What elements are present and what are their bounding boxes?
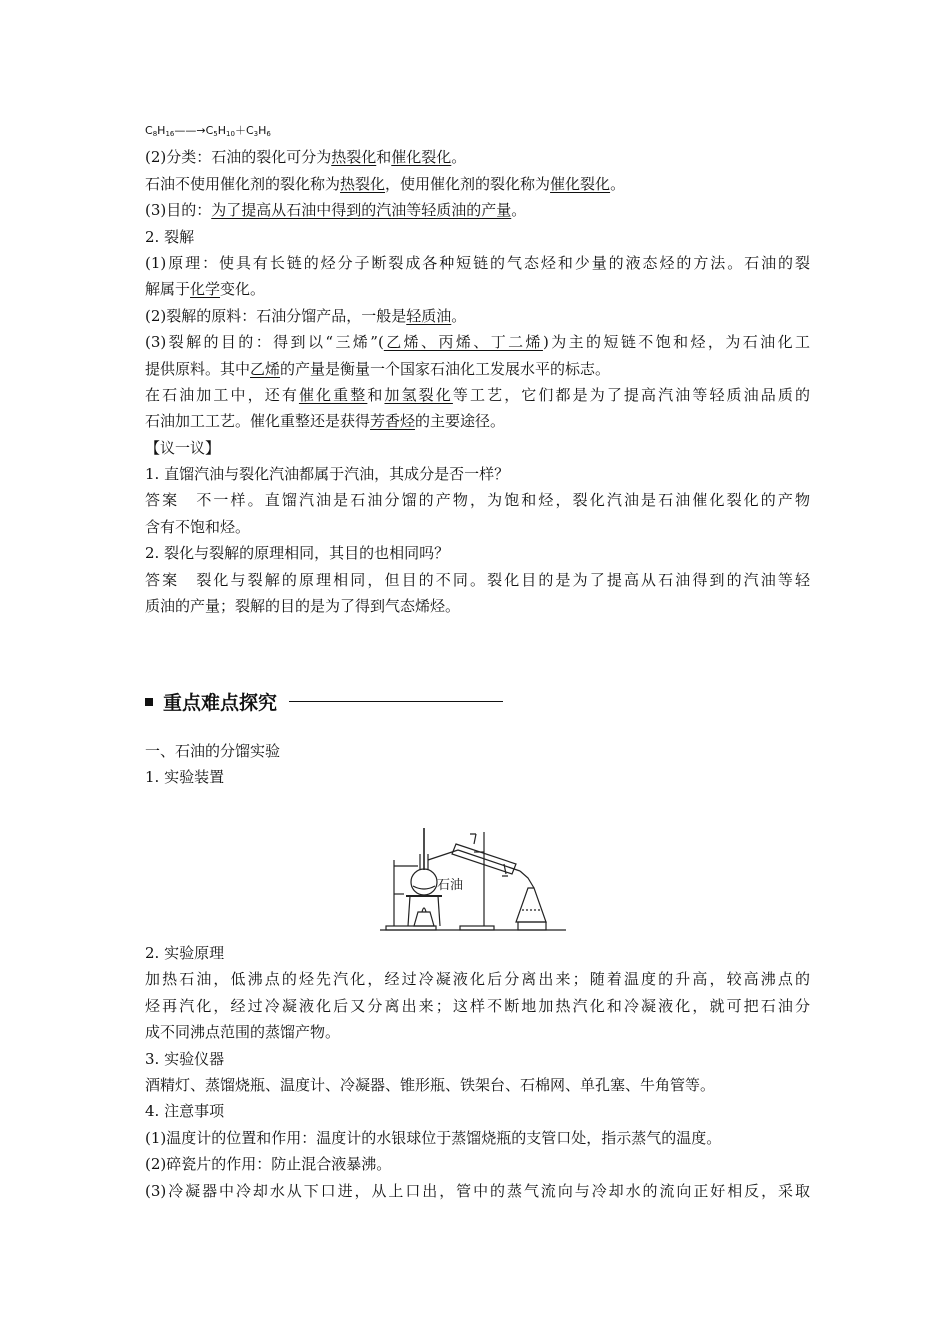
answer-2-line1: 答案 裂化与裂解的原理相同，但目的不同。裂化目的是为了提高从石油得到的汽油等轻 — [145, 570, 810, 589]
processing-line2: 石油加工工艺。催化重整还是获得芳香烃的主要途径。 — [145, 412, 506, 431]
cracking-equation: $C_8H_{16}——\to C_5H_{10}+C_3H_6$ — [145, 124, 271, 138]
principle-line3: 成不同沸点范围的蒸馏产物。 — [145, 1023, 341, 1042]
answer-1-line2: 含有不饱和烃。 — [145, 517, 251, 536]
experiment-title: 一、石油的分馏实验 — [145, 742, 281, 760]
section-rule — [289, 701, 503, 703]
principle-line2: 烃再汽化，经过冷凝液化后又分离出来；这样不断地加热汽化和冷凝液化，就可把石油分 — [145, 996, 810, 1015]
question-1: 1. 直馏汽油与裂化汽油都属于汽油，其成分是否一样？ — [145, 465, 510, 484]
section-title: 重点难点探究 — [163, 692, 278, 714]
instruments-list: 酒精灯、蒸馏烧瓶、温度计、冷凝器、锥形瓶、铁架台、石棉网、单孔塞、牛角管等。 — [145, 1075, 716, 1094]
cracking-purpose: (3)目的：为了提高从石油中得到的汽油等轻质油的产量。 — [145, 201, 527, 220]
question-2: 2. 裂化与裂解的原理相同，其目的也相同吗？ — [145, 544, 450, 563]
principle-heading: 2. 实验原理 — [145, 944, 225, 962]
discuss-heading: 【议一议】 — [145, 438, 221, 457]
pyrolysis-principle-line1: (1)原理：使具有长链的烃分子断裂成各种短链的气态烃和少量的液态烃的方法。石油的裂 — [145, 253, 810, 272]
pyrolysis-purpose-line1: (3)裂解的目的：得到以“三烯”(乙烯、丙烯、丁二烯)为主的短链不饱和烃，为石油化工 — [145, 333, 810, 352]
principle-line1: 加热石油，低沸点的烃先汽化，经过冷凝液化后分离出来；随着温度的升高，较高沸点的 — [145, 970, 810, 989]
notes-heading: 4. 注意事项 — [145, 1102, 225, 1121]
pyrolysis-purpose-line2: 提供原料。其中乙烯的产量是衡量一个国家石油化工发展水平的标志。 — [145, 359, 611, 378]
upper-text — [145, 118, 810, 619]
cracking-definition: 石油不使用催化剂的裂化称为热裂化，使用催化剂的裂化称为催化裂化。 — [145, 174, 626, 193]
experiment-device-heading: 1. 实验装置 — [145, 768, 225, 787]
experiment-intro — [145, 738, 810, 791]
note-1: (1)温度计的位置和作用：温度计的水银球位于蒸馏烧瓶的支管口处，指示蒸气的温度。 — [145, 1128, 722, 1147]
processing-line1: 在石油加工中，还有催化重整和加氢裂化等工艺，它们都是为了提高汽油等轻质油品质的 — [145, 385, 810, 404]
section-square-icon — [145, 698, 153, 706]
note-2: (2)碎瓷片的作用：防止混合液暴沸。 — [145, 1155, 392, 1174]
experiment-details — [145, 940, 810, 1204]
instruments-heading: 3. 实验仪器 — [145, 1049, 225, 1068]
pyrolysis-heading: 2. 裂解 — [145, 227, 195, 246]
answer-2-line2: 质油的产量；裂解的目的是为了得到气态烯烃。 — [145, 597, 461, 616]
figure-label-petroleum: 石油 — [437, 878, 464, 893]
note-3: (3)冷凝器中冷却水从下口进，从上口出，管中的蒸气流向与冷却水的流向正好相反，采取 — [145, 1181, 810, 1200]
cracking-classify: (2)分类：石油的裂化可分为热裂化和催化裂化。 — [145, 148, 467, 167]
distillation-apparatus-figure — [378, 826, 568, 934]
section-header — [145, 688, 503, 715]
pyrolysis-principle-line2: 解属于化学变化。 — [145, 280, 266, 299]
pyrolysis-raw-material: (2)裂解的原料：石油分馏产品，一般是轻质油。 — [145, 306, 467, 325]
answer-1-line1: 答案 不一样。直馏汽油是石油分馏的产物，为饱和烃，裂化汽油是石油催化裂化的产物 — [145, 491, 810, 510]
